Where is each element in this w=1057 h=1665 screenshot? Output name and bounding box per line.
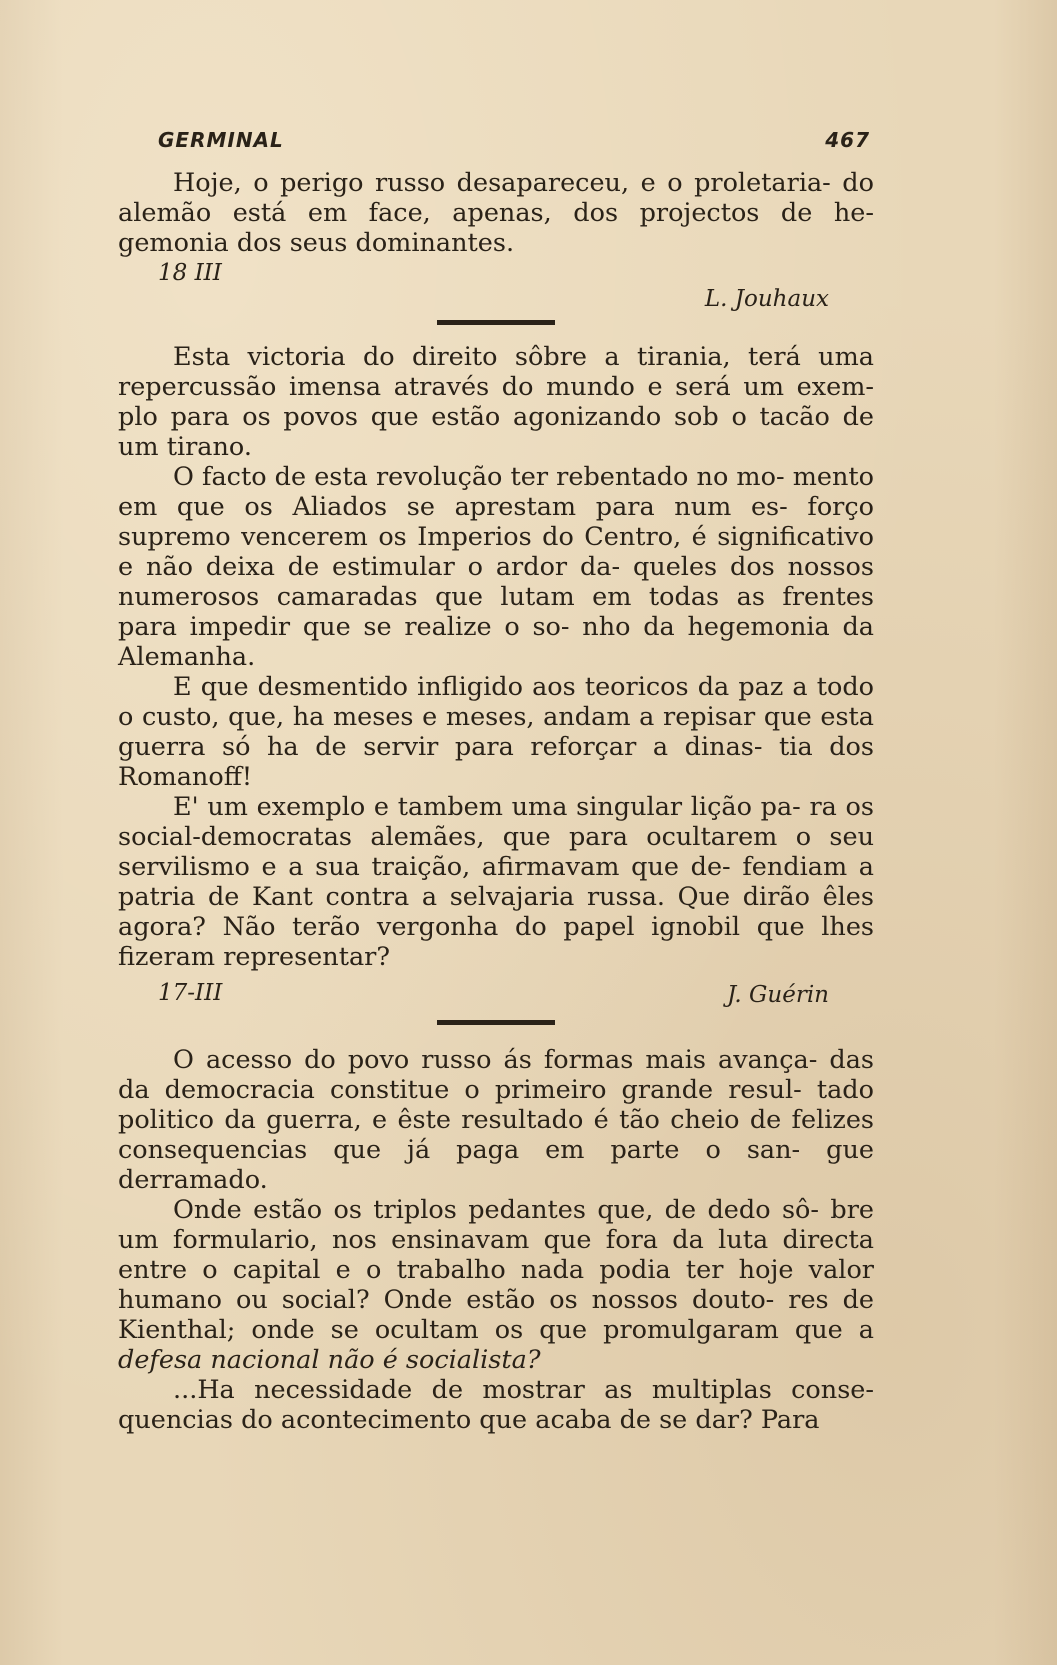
signature-block-jouhaux (118, 258, 874, 316)
journal-title: GERMINAL (158, 128, 284, 152)
author-name: L. Jouhaux (704, 286, 829, 312)
date-label: 18 III (158, 260, 222, 286)
author-name: J. Guérin (726, 982, 829, 1008)
paragraph: E que desmentido infligido aos teoricos da paz a todo o custo, que, ha meses e meses, andam a repisar que esta guerra só ha de servir para reforçar a dinas- tia dos Romanoff! (118, 672, 874, 792)
paragraph: O acesso do povo russo ás formas mais avança- das da democracia constitue o primeiro grande resul- tado politico da guerra, e êste resultado é tão cheio de felizes consequencias que já paga em parte o san- gue derramado. (118, 1045, 874, 1195)
paragraph-kienthal (118, 1195, 874, 1375)
document-page (118, 128, 874, 1435)
signature-block-guerin (118, 972, 874, 1016)
italic-quote: defesa nacional não é socialista? (118, 1345, 541, 1375)
page-number: 467 (825, 128, 870, 152)
section-divider (437, 320, 555, 325)
paragraph: E' um exemplo e tambem uma singular lição pa- ra os social-democratas alemães, que para ocultarem o seu servilismo e a sua traição, afirmavam que de- fendiam a patria de Kant contra a selvajaria russa. Que dirão êles agora? Não terão vergonha do papel ignobil que lhes fizeram representar? (118, 792, 874, 972)
paragraph: Esta victoria do direito sôbre a tirania, terá uma repercussão imensa através do mundo e será um exem- plo para os povos que estão agonizando sob o tacão de um tirano. (118, 342, 874, 462)
paragraph-jouhaux: Hoje, o perigo russo desapareceu, e o proletaria- do alemão está em face, apenas, dos projectos de he- gemonia dos seus dominantes. (118, 168, 874, 258)
paragraph: ...Ha necessidade de mostrar as multiplas conse- quencias do acontecimento que acaba de se dar? Para (118, 1375, 874, 1435)
paragraph-text: Onde estão os triplos pedantes que, de dedo sô- bre um formulario, nos ensinavam que fora da luta directa entre o capital e o trabalho nada podia ter hoje valor humano ou social? Onde estão os nossos douto- res de Kienthal; onde se ocultam os que promulgaram que a (118, 1195, 874, 1345)
section-divider (437, 1020, 555, 1025)
running-head (118, 128, 874, 158)
paragraph: O facto de esta revolução ter rebentado no mo- mento em que os Aliados se aprestam para num es- forço supremo vencerem os Imperios do Centro, é significativo e não deixa de estimular o ardor da- queles dos nossos numerosos camaradas que lutam em todas as frentes para impedir que se realize o so- nho da hegemonia da Alemanha. (118, 462, 874, 672)
date-label: 17-III (158, 980, 223, 1006)
